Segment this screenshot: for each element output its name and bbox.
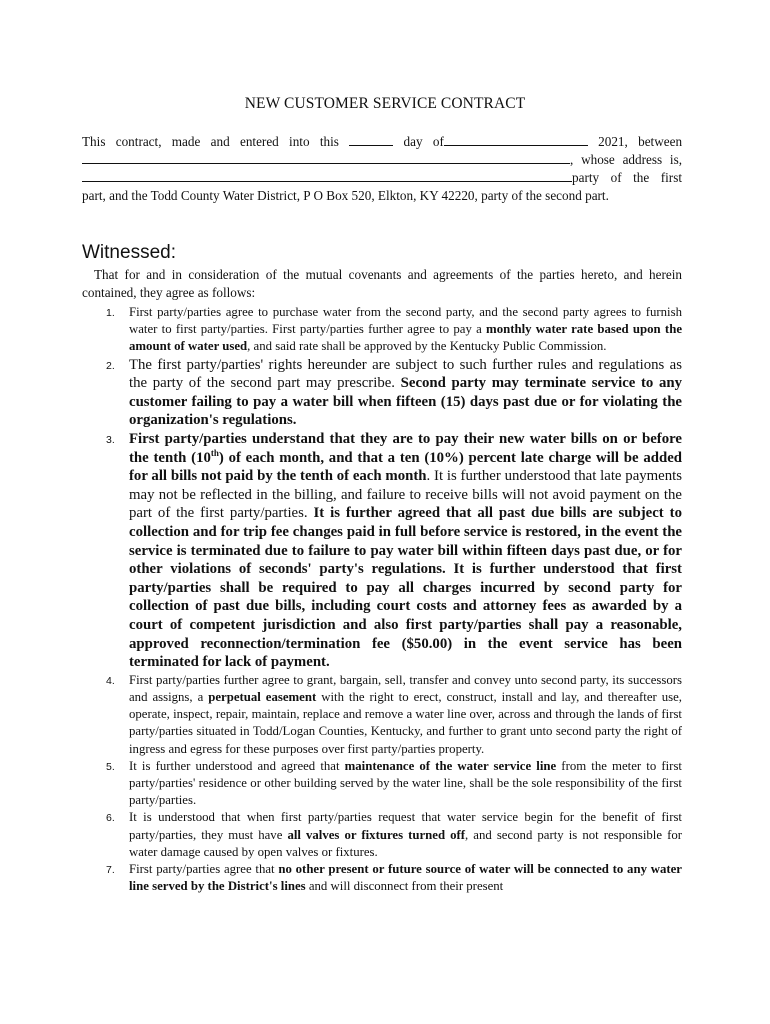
clause-bold-text: monthly water rate based upon the amount of water used (129, 322, 682, 354)
clause-bold-text: First party/parties understand that they are to pay their new water bills on or before the tenth (10 (129, 430, 682, 466)
clause-bold-text: no other present or future source of water will be connected to any water line served by the District's lines (129, 861, 682, 894)
clause-4 (82, 672, 682, 758)
clause-bold-text: all valves or fixtures turned off (287, 827, 466, 842)
superscript-text: th (210, 447, 219, 458)
intro-text-3: 2021, between (598, 134, 683, 149)
witnessed-heading: Witnessed: (82, 242, 176, 263)
month-blank-field[interactable] (444, 133, 588, 146)
clause-text: The first party/parties' rights hereunder are subject to such further rules and regulations as the party of the second part may prescribe. (129, 356, 682, 392)
day-blank-field[interactable] (349, 133, 393, 146)
preamble-paragraph: That for and in consideration of the mutual covenants and agreements of the parties hereto, and herein contained, they agree as follows: (82, 267, 682, 300)
clause-text: First party/parties agree to purchase water from the second party, and the second party agrees to furnish water to first party/parties. First party/parties further agree to pay a (129, 305, 682, 337)
intro-text-1: This contract, made and entered into this (82, 134, 339, 149)
clause-number: 7. (106, 863, 115, 876)
clause-text: , and second party is not responsible for water damage caused by open valves or fixtures. (129, 827, 682, 859)
customer-name-blank-field[interactable] (82, 151, 570, 164)
clause-text: It is understood that when first party/parties request that water service begin for the benefit of first party/parties, they must have (129, 810, 682, 842)
clauses-list (82, 304, 682, 895)
clause-6 (82, 809, 682, 861)
clause-text: and will disconnect from their present (305, 879, 504, 894)
clause-number: 4. (106, 674, 115, 687)
clause-text: First party/parties further agree to grant, bargain, sell, transfer and convey unto second party, its successors and assigns, a (129, 672, 682, 704)
clause-5 (82, 758, 682, 810)
clause-bold-text: ) of each month, and that a ten (10%) percent late charge will be added for all bills not paid by the tenth of each month (129, 449, 682, 485)
clause-bold-text: maintenance of the water service line (344, 758, 557, 773)
clause-1 (82, 304, 682, 356)
clause-text: First party/parties agree that (129, 861, 279, 876)
clause-bold-text: It is further agreed that all past due bills are subject to collection and for trip fee changes paid in full before service is restored, in the event the service is terminated due to failure to pay water bill within fifteen days past due, or for other violations of seconds' party's regulations. It is further understood that first party/parties shall be required to pay all charges incurred by second party for collection of past due bills, including court costs and attorney fees as awarded by a court of competent jurisdiction and also first party/parties shall pay a reasonable, approved reconnection/termination fee ($50.00) in the event service has been terminated for lack of payment. (129, 505, 682, 671)
address-blank-field[interactable] (82, 169, 572, 182)
clause-7 (82, 861, 682, 895)
clause-text: It is further understood and agreed that (129, 758, 345, 773)
clause-text: from the meter to first party/parties' residence or other building served by the water line, shall be the sole responsibility of the first party/parties. (129, 758, 682, 808)
clause-number: 6. (106, 812, 115, 825)
clause-bold-text: perpetual easement (208, 689, 317, 704)
clause-number: 3. (106, 433, 115, 446)
intro-paragraph (82, 133, 682, 205)
clause-3 (82, 430, 682, 672)
document-title: NEW CUSTOMER SERVICE CONTRACT (244, 95, 526, 112)
clause-text: with the right to erect, construct, install and lay, and thereafter use, operate, inspect, repair, maintain, replace and remove a water line over, across and through the lands of first party/parties situated in Todd/Logan Counties, Kentucky, and further to grant unto second party the right of ingress and egress for these purposes over first party/parties property. (129, 689, 682, 756)
clause-text: , and said rate shall be approved by the Kentucky Public Commission. (247, 339, 607, 354)
clause-number: 1. (106, 307, 115, 319)
clause-2 (82, 356, 682, 430)
intro-text-4: , whose address is, (570, 152, 682, 167)
clause-number: 5. (106, 760, 115, 773)
intro-text-2: day of (403, 134, 444, 149)
clause-text: . It is further understood that late payments may not be reflected in the billing, and failure to receive bills will not avoid payment on the part of the first party/parties. (129, 468, 683, 522)
clause-number: 2. (106, 359, 115, 372)
intro-text-5: party of the first part, and the Todd County Water District, P O Box 520, Elkton, KY 42220, party of the second part. (82, 170, 682, 203)
clause-bold-text: Second party may terminate service to any customer failing to pay a water bill when fifteen (15) days past due or for violating the organization's regulations. (129, 375, 682, 429)
